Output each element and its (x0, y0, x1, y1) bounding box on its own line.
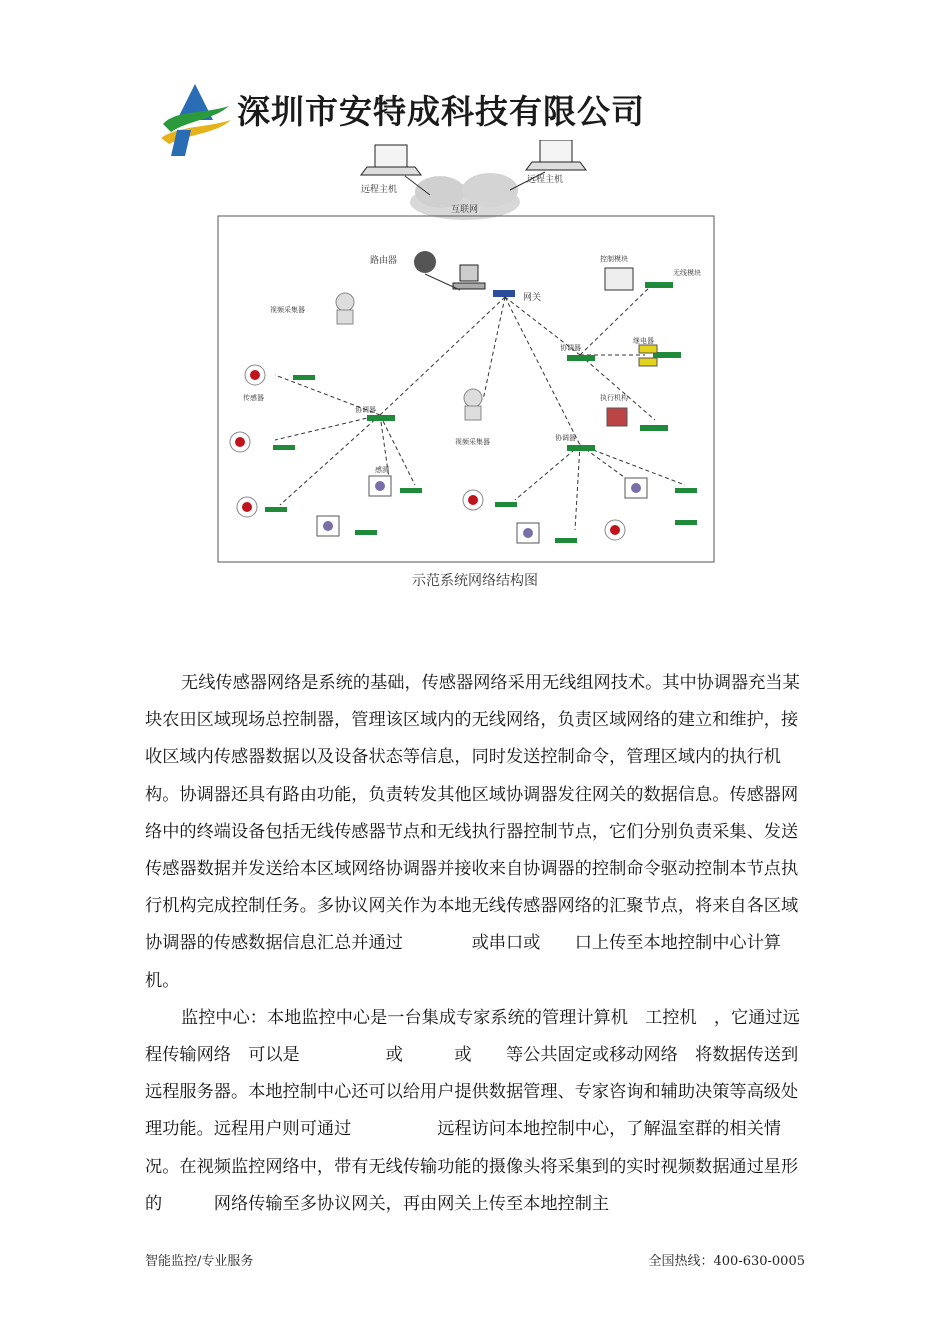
paragraph: 监控中心：本地监控中心是一台集成专家系统的管理计算机 工控机 ，它通过远程传输网络 可以是 或 或 等公共固定或移动网络 将数据传送到远程服务器。本地控制中心还可以给用户提供数据管理、专家咨询和辅助决策等高级处理功能。远程用户则可通过 远程访问本地控制中心，了解温室群的相关情况。在视频监控网络中，带有无线传输功能的摄像头将采集到的实时视频数据通过星形的 网络传输至多协议网关，再由网关上传至本地控制主 (145, 1007, 800, 1214)
label-internet: 互联网 (451, 205, 479, 215)
camera-icon (464, 389, 482, 407)
router-icon (414, 251, 436, 273)
coordinator-icon (567, 445, 595, 451)
laptop-icon (526, 140, 586, 170)
paragraph: 无线传感器网络是系统的基础，传感器网络采用无线组网技术。其中协调器充当某块农田区域现场总控制器，管理该区域内的无线网络，负责区域网络的建立和维护，接收区域内传感器数据以及设备状态等信息，同时发送控制命令，管理区域内的执行机构。协调器还具有路由功能，负责转发其他区域协调器发往网关的数据信息。传感器网络中的终端设备包括无线传感器节点和无线执行器控制节点，它们分别负责采集、发送传感器数据并发送给本区域网络协调器并接收来自协调器的控制命令驱动控制本节点执行机构完成控制任务。多协议网关作为本地无线传感器网络的汇聚节点，将来自各区域协调器的传感数据信息汇总并通过 或串口或 口上传至本地控制中心计算机。 (145, 673, 800, 991)
company-name: 深圳市安特成科技有限公司 (237, 92, 645, 131)
label-relay: 继电器 (633, 337, 654, 345)
sensor-icon (237, 497, 257, 517)
label-sense: 感测 (375, 466, 389, 474)
coordinator-icon (367, 415, 395, 421)
label-router: 路由器 (370, 256, 398, 266)
diagram-caption: 示范系统网络结构图 (412, 573, 538, 589)
label-wireless-module: 无线模块 (673, 269, 701, 277)
footer-slogan: 智能监控/专业服务 (145, 1254, 254, 1269)
label-video-collector-left: 视频采集器 (270, 306, 305, 314)
coordinator-icon (567, 355, 595, 361)
footer-hotline: 全国热线：400-630-0005 (648, 1254, 805, 1269)
computer-icon (460, 265, 478, 281)
control-module-icon (605, 268, 633, 290)
camera-icon (336, 293, 354, 311)
label-gateway: 网关 (523, 293, 542, 303)
label-coordinator: 协调器 (555, 434, 576, 442)
label-remote-host-right: 远程主机 (527, 175, 564, 185)
network-diagram (215, 140, 720, 570)
sensor-icon (463, 490, 483, 510)
laptop-icon (361, 145, 421, 175)
label-coordinator: 协调器 (355, 406, 376, 414)
label-remote-host-left: 远程主机 (361, 185, 398, 195)
actuator-icon (607, 408, 627, 426)
gateway-icon (493, 290, 515, 297)
label-video-collector-center: 视频采集器 (455, 438, 490, 446)
body-text (145, 665, 810, 1223)
label-actuator: 执行机构 (600, 394, 628, 402)
relay-icon (639, 345, 657, 353)
sensor-icon (230, 432, 250, 452)
sensor-icon (605, 520, 625, 540)
label-sensor: 传感器 (243, 394, 264, 402)
sensor-icon (245, 365, 265, 385)
label-coordinator: 协调器 (560, 344, 581, 352)
label-control-module: 控制模块 (600, 255, 628, 263)
